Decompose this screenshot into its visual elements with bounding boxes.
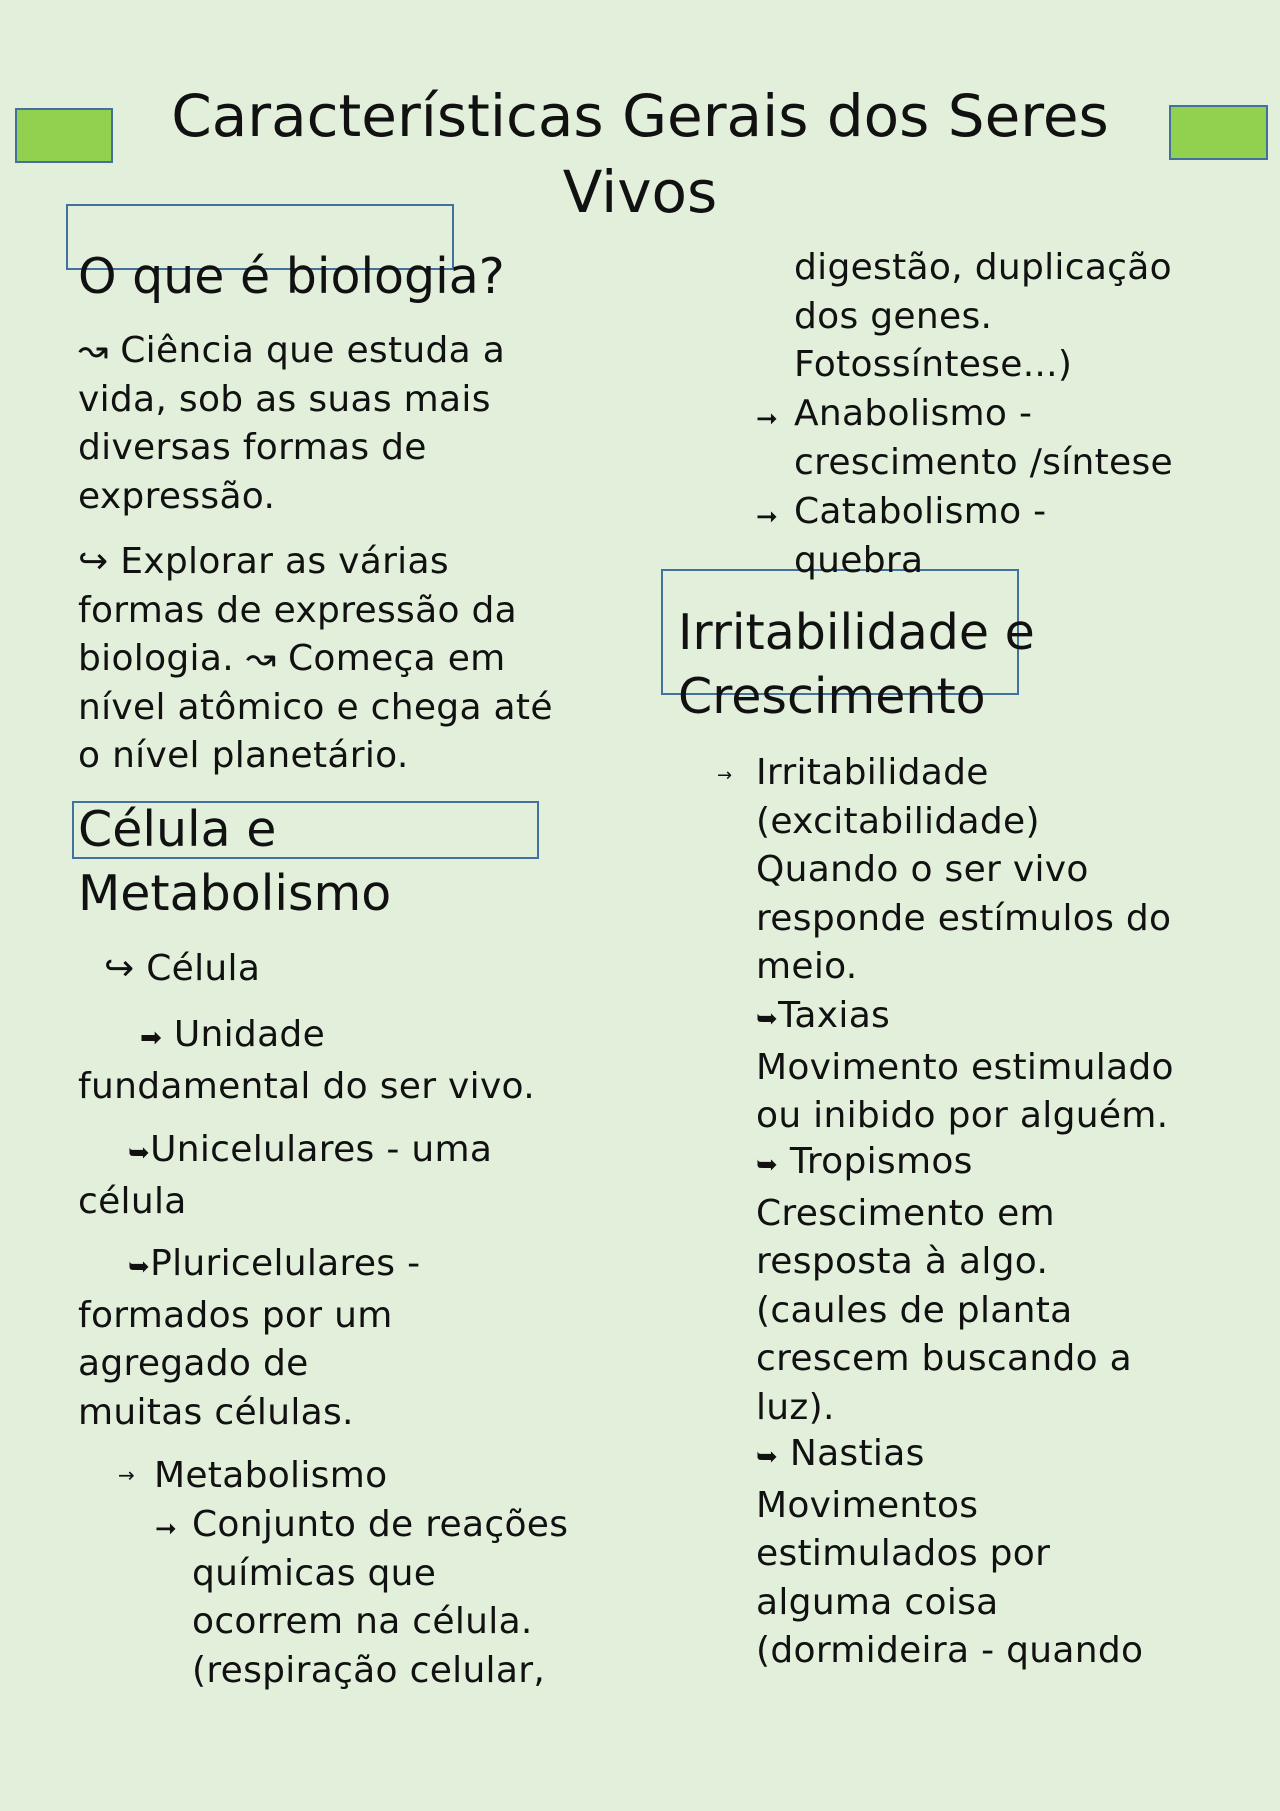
paragraph-definition: ↝ Ciência que estuda a vida, sob as suas mais diversas formas de expressão. bbox=[78, 330, 506, 517]
decorative-rect-left bbox=[15, 108, 113, 163]
bold-arrow-icon: ➥ bbox=[756, 1004, 779, 1034]
item-conjunto-reacoes: Conjunto de reações químicas que ocorrem na célula. (respiração celular, bbox=[192, 1504, 569, 1691]
item-anabolismo: Anabolismo - crescimento /síntese bbox=[794, 393, 1173, 483]
bold-arrow-icon: ➥ bbox=[128, 1138, 151, 1168]
decorative-rect-right bbox=[1169, 105, 1268, 160]
hook-arrow-icon: ↝ bbox=[78, 330, 109, 371]
page-title: Características Gerais dos Seres Vivos bbox=[171, 82, 1109, 226]
bold-arrow-icon: ➥ bbox=[756, 1442, 779, 1472]
item-metabolismo: Metabolismo bbox=[154, 1455, 388, 1496]
bold-arrow-icon: ➞ bbox=[756, 502, 778, 532]
item-celula: ↪ Célula bbox=[104, 948, 261, 989]
hook-arrow-icon: ↝ bbox=[245, 638, 277, 679]
heading-celula-e-metabolismo: Célula e Metabolismo bbox=[78, 801, 392, 922]
item-pluricelulares: ➥Pluricelulares - formados por um agregado de muitas células. bbox=[78, 1243, 421, 1433]
bold-arrow-icon: ➞ bbox=[756, 404, 778, 434]
heading-o-que-e-biologia: O que é biologia? bbox=[78, 248, 505, 305]
item-catabolismo: Catabolismo - quebra bbox=[794, 491, 1047, 581]
item-unicelulares: ➥Unicelulares - uma célula bbox=[78, 1129, 493, 1222]
bold-arrow-icon: ➥ bbox=[128, 1252, 151, 1282]
bold-arrow-icon: ➡ bbox=[140, 1023, 163, 1053]
paragraph-explorar: ↪ Explorar as várias formas de expressão da biologia. ↝ Começa em nível atômico e chega até o nível planetário. bbox=[78, 541, 553, 776]
item-nastias: ➥ Nastias Movimentos estimulados por alguma coisa (dormideira - quando bbox=[756, 1433, 1144, 1671]
hook-arrow-icon: ↪ bbox=[78, 541, 109, 582]
heading-irritabilidade-e-crescimento: Irritabilidade e Crescimento bbox=[678, 604, 1035, 725]
small-arrow-icon: → bbox=[717, 765, 733, 786]
bold-arrow-icon: ➞ bbox=[155, 1514, 177, 1544]
item-unidade: ➡ Unidade fundamental do ser vivo. bbox=[78, 1014, 535, 1107]
item-irritabilidade: Irritabilidade (excitabilidade) Quando o ser vivo responde estímulos do meio. bbox=[756, 752, 1172, 987]
hook-arrow-icon: ↪ bbox=[104, 948, 135, 989]
small-arrow-icon: → bbox=[118, 1463, 135, 1487]
bold-arrow-icon: ➥ bbox=[756, 1150, 779, 1180]
metabolismo-continuation: digestão, duplicação dos genes. Fotossíntese...) bbox=[794, 247, 1172, 385]
item-tropismos: ➥ Tropismos Crescimento em resposta à algo. (caules de planta crescem buscando a luz). bbox=[756, 1141, 1133, 1428]
item-taxias: ➥Taxias Movimento estimulado ou inibido por alguém. bbox=[756, 995, 1174, 1136]
